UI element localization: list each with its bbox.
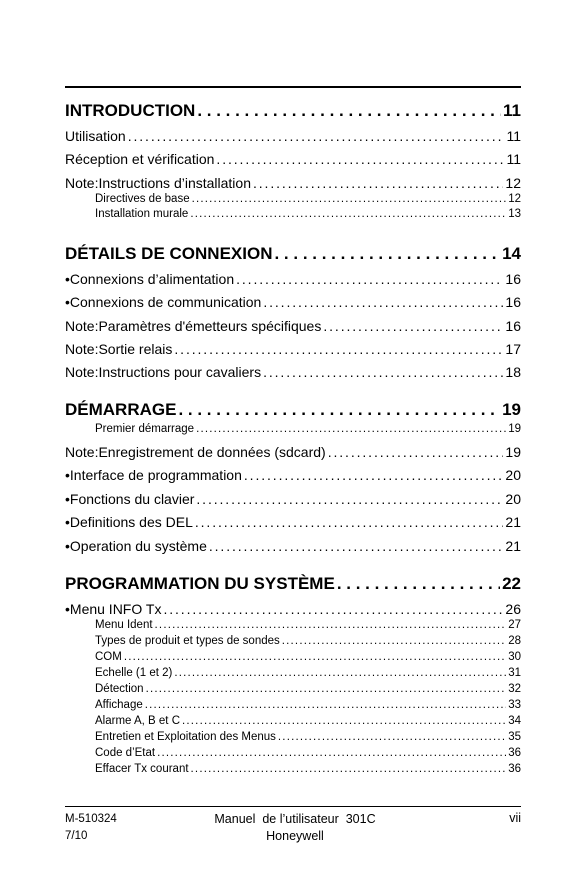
toc-entry[interactable] bbox=[65, 400, 521, 422]
toc-entry[interactable] bbox=[65, 715, 521, 730]
toc-leader-dots bbox=[128, 128, 505, 144]
toc-entry-page: 22 bbox=[502, 574, 521, 593]
footer-rule bbox=[65, 806, 521, 807]
toc-leader-dots bbox=[196, 423, 506, 435]
toc-entry-label: Note:Instructions d’installation bbox=[65, 175, 251, 191]
toc-leader-dots bbox=[190, 208, 506, 220]
toc-entry-page: 20 bbox=[505, 491, 521, 507]
toc-entry-page: 11 bbox=[503, 101, 521, 120]
toc-entry-page: 20 bbox=[505, 467, 521, 483]
toc-entry-page: 28 bbox=[508, 635, 521, 647]
toc-entry-label: Note:Sortie relais bbox=[65, 341, 173, 357]
toc-entry-page: 30 bbox=[508, 651, 521, 663]
toc-entry[interactable] bbox=[65, 683, 521, 698]
toc-leader-dots bbox=[174, 341, 503, 357]
toc-entry-label: Utilisation bbox=[65, 128, 126, 144]
toc-entry-label: INTRODUCTION bbox=[65, 101, 196, 120]
toc-entry-label: Note:Instructions pour cavaliers bbox=[65, 364, 262, 380]
footer-doc-number: M-510324 bbox=[65, 813, 117, 825]
toc-entry[interactable] bbox=[65, 667, 521, 682]
toc-leader-dots bbox=[146, 683, 507, 695]
toc-entry-page: 18 bbox=[505, 364, 521, 380]
toc-entry[interactable] bbox=[65, 699, 521, 714]
toc-entry[interactable] bbox=[65, 574, 521, 596]
toc-entry[interactable] bbox=[65, 635, 521, 650]
toc-leader-dots bbox=[191, 763, 507, 775]
toc-entry[interactable] bbox=[65, 601, 521, 619]
toc-leader-dots bbox=[197, 101, 501, 121]
toc-leader-dots bbox=[282, 635, 506, 647]
toc-entry[interactable] bbox=[65, 341, 521, 359]
toc-entry-page: 31 bbox=[508, 667, 521, 679]
footer-company: Honeywell bbox=[266, 829, 324, 843]
toc-entry-label: DÉMARRAGE bbox=[65, 400, 177, 419]
toc-entry-page: 19 bbox=[502, 400, 521, 419]
toc-leader-dots bbox=[192, 193, 507, 205]
toc-entry[interactable] bbox=[65, 763, 521, 778]
toc-leader-dots bbox=[236, 271, 503, 287]
toc-entry-label: •Connexions d’alimentation bbox=[65, 271, 235, 287]
toc-entry-page: 12 bbox=[508, 193, 521, 205]
toc-entry[interactable] bbox=[65, 151, 521, 169]
toc-entry[interactable] bbox=[65, 294, 521, 312]
toc-entry-page: 27 bbox=[508, 619, 521, 631]
toc-entry[interactable] bbox=[65, 318, 521, 336]
toc-entry[interactable] bbox=[65, 271, 521, 289]
toc-entry-label: COM bbox=[95, 651, 122, 663]
toc-leader-dots bbox=[323, 318, 503, 334]
toc-entry-page: 11 bbox=[506, 128, 521, 144]
toc-leader-dots bbox=[216, 151, 504, 167]
toc-leader-dots bbox=[337, 574, 500, 594]
toc-leader-dots bbox=[263, 294, 503, 310]
toc-leader-dots bbox=[328, 444, 504, 460]
toc-entry-label: •Menu INFO Tx bbox=[65, 601, 162, 617]
toc-entry-page: 12 bbox=[505, 175, 521, 191]
toc-entry-label: •Operation du système bbox=[65, 538, 207, 554]
toc-entry-label: Détection bbox=[95, 683, 144, 695]
footer-date: 7/10 bbox=[65, 830, 88, 842]
toc-leader-dots bbox=[124, 651, 506, 663]
toc-leader-dots bbox=[157, 747, 506, 759]
toc-entry-page: 19 bbox=[505, 444, 521, 460]
toc-entry[interactable] bbox=[65, 423, 521, 438]
toc-entry[interactable] bbox=[65, 651, 521, 666]
toc-leader-dots bbox=[209, 538, 504, 554]
toc-entry-page: 32 bbox=[508, 683, 521, 695]
toc-entry-page: 16 bbox=[505, 294, 521, 310]
toc-entry[interactable] bbox=[65, 747, 521, 762]
toc-entry-label: Note:Enregistrement de données (sdcard) bbox=[65, 444, 326, 460]
toc-leader-dots bbox=[278, 731, 506, 743]
toc-entry-page: 16 bbox=[505, 318, 521, 334]
toc-entry-page: 14 bbox=[502, 244, 521, 263]
toc-entry-page: 13 bbox=[508, 208, 521, 220]
toc-entry-label: Entretien et Exploitation des Menus bbox=[95, 731, 276, 743]
toc-entry-page: 34 bbox=[508, 715, 521, 727]
toc-entry-label: Réception et vérification bbox=[65, 151, 215, 167]
toc-leader-dots bbox=[244, 467, 504, 483]
toc-entry[interactable] bbox=[65, 444, 521, 462]
toc-entry-label: •Definitions des DEL bbox=[65, 514, 193, 530]
toc-entry-page: 21 bbox=[505, 514, 521, 530]
toc-entry-label: Premier démarrage bbox=[95, 423, 195, 435]
toc-entry-label: DÉTAILS DE CONNEXION bbox=[65, 244, 273, 263]
toc-entry-label: Note:Paramètres d'émetteurs spécifiques bbox=[65, 318, 322, 334]
toc-entry-page: 33 bbox=[508, 699, 521, 711]
toc-entry-label: Affichage bbox=[95, 699, 143, 711]
toc-entry[interactable] bbox=[65, 128, 521, 146]
toc-entry[interactable] bbox=[65, 244, 521, 266]
toc-entry-label: •Interface de programmation bbox=[65, 467, 242, 483]
toc-entry-page: 19 bbox=[508, 423, 521, 435]
toc-entry[interactable] bbox=[65, 538, 521, 556]
toc-leader-dots bbox=[182, 715, 506, 727]
footer-left bbox=[65, 811, 117, 845]
toc-entry[interactable] bbox=[65, 175, 521, 193]
toc-entry-page: 21 bbox=[505, 538, 521, 554]
toc-entry-page: 36 bbox=[508, 763, 521, 775]
toc-entry[interactable] bbox=[65, 731, 521, 746]
top-rule bbox=[65, 86, 521, 88]
toc-entry-page: 17 bbox=[505, 341, 521, 357]
toc-leader-dots bbox=[163, 601, 503, 617]
footer-manual-title: Manuel de l’utilisateur 301C bbox=[214, 812, 376, 826]
toc-entry-label: •Fonctions du clavier bbox=[65, 491, 195, 507]
toc-entry[interactable] bbox=[65, 208, 521, 223]
toc-entry-label: •Connexions de communication bbox=[65, 294, 262, 310]
footer-center bbox=[195, 811, 395, 845]
toc-entry-label: Installation murale bbox=[95, 208, 189, 220]
toc-entry-label: Alarme A, B et C bbox=[95, 715, 181, 727]
toc-entry-label: Effacer Tx courant bbox=[95, 763, 189, 775]
toc-entry[interactable] bbox=[65, 193, 521, 208]
toc-leader-dots bbox=[253, 175, 503, 191]
toc-leader-dots bbox=[195, 514, 504, 530]
toc-entry-page: 26 bbox=[505, 601, 521, 617]
toc-entry[interactable] bbox=[65, 467, 521, 485]
toc-leader-dots bbox=[155, 619, 507, 631]
toc-entry[interactable] bbox=[65, 514, 521, 532]
toc-leader-dots bbox=[174, 667, 506, 679]
toc-entry-page: 35 bbox=[508, 731, 521, 743]
toc-entry-label: Code d’Etat bbox=[95, 747, 156, 759]
toc-entry-page: 11 bbox=[506, 151, 521, 167]
toc-entry-page: 16 bbox=[505, 271, 521, 287]
toc-entry-page: 36 bbox=[508, 747, 521, 759]
toc-entry[interactable] bbox=[65, 101, 521, 123]
toc-entry-label: PROGRAMMATION DU SYSTÈME bbox=[65, 574, 335, 593]
toc-entry[interactable] bbox=[65, 364, 521, 382]
toc-entry[interactable] bbox=[65, 619, 521, 634]
toc-entry-label: Types de produit et types de sondes bbox=[95, 635, 280, 647]
toc-entry-label: Directives de base bbox=[95, 193, 190, 205]
toc-leader-dots bbox=[145, 699, 506, 711]
toc-entry-label: Menu Ident bbox=[95, 619, 153, 631]
toc-entry[interactable] bbox=[65, 491, 521, 509]
toc-leader-dots bbox=[196, 491, 503, 507]
toc-entry-label: Echelle (1 et 2) bbox=[95, 667, 173, 679]
toc-leader-dots bbox=[274, 244, 500, 264]
footer-page-number: vii bbox=[509, 811, 521, 825]
toc-leader-dots bbox=[178, 400, 500, 420]
toc-leader-dots bbox=[263, 364, 503, 380]
